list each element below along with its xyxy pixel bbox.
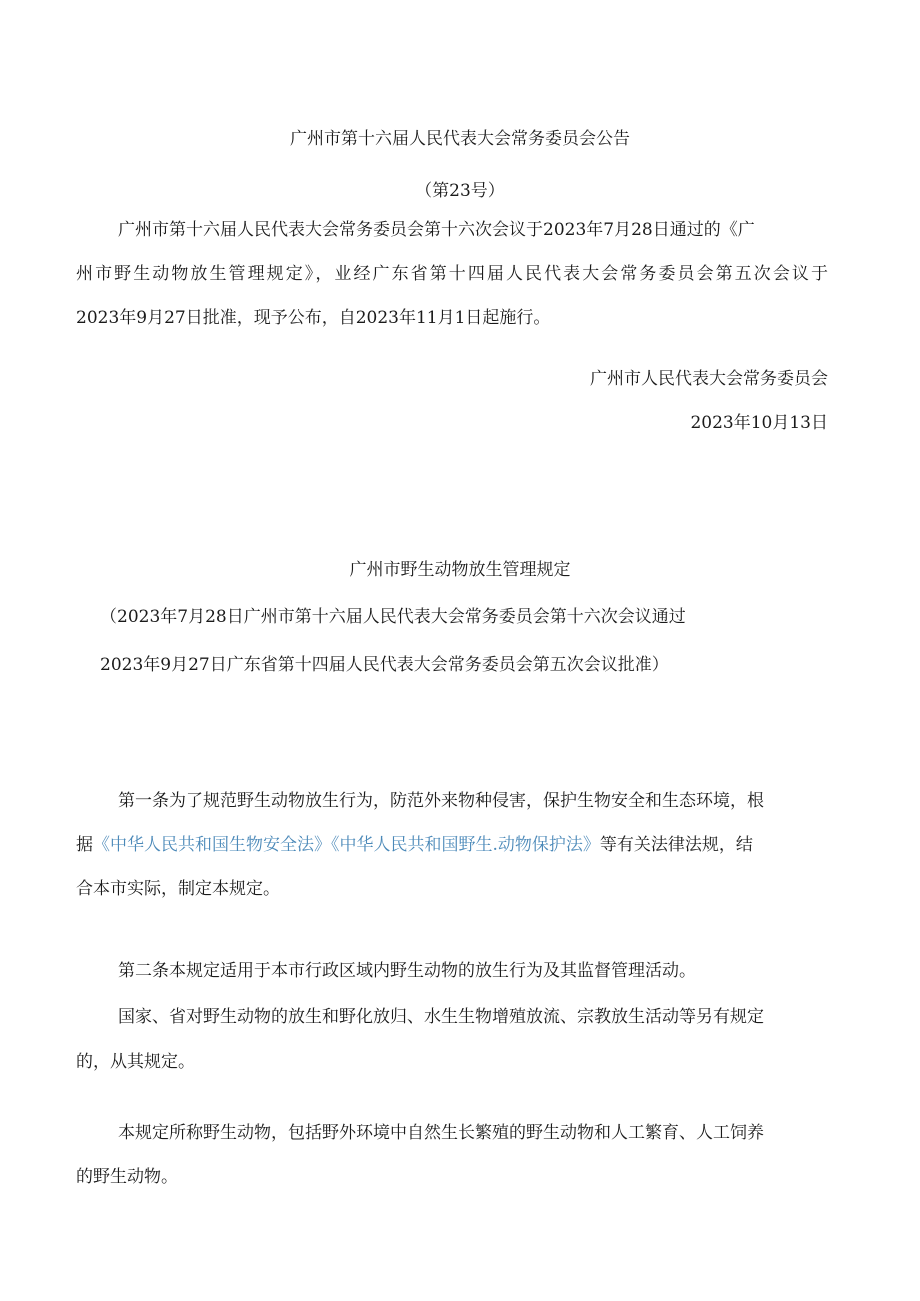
biosafety-law-link[interactable]: 《中华人民共和国生物安全法》 <box>93 835 331 855</box>
regulation-note-line-1: （2023年7月28日广州市第十六届人民代表大会常务委员会第十六次会议通过 <box>100 607 686 627</box>
announcement-signature: 广州市人民代表大会常务委员会 <box>590 369 828 389</box>
announcement-number: （第23号） <box>415 181 505 201</box>
article-1-line-2-prefix: 据 <box>76 835 93 855</box>
regulation-note-line-2: 2023年9月27日广东省第十四届人民代表大会常务委员会第五次会议批准） <box>100 655 669 675</box>
announcement-date: 2023年10月13日 <box>690 413 828 433</box>
announcement-body-line-1: 广州市第十六届人民代表大会常务委员会第十六次会议于2023年7月28日通过的《广 <box>118 220 755 240</box>
article-1-line-2-suffix: 等有关法律法规，结 <box>599 835 753 855</box>
announcement-body-line-3: 2023年9月27日批准，现予公布，自2023年11月1日起施行。 <box>76 308 551 328</box>
article-1-line-1: 第一条为了规范野生动物放生行为，防范外来物种侵害，保护生物安全和生态环境，根 <box>118 791 764 811</box>
article-2-paragraph-2-line-1: 国家、省对野生动物的放生和野化放归、水生生物增殖放流、宗教放生活动等另有规定 <box>118 1007 764 1027</box>
wildlife-protection-law-link[interactable]: 《中华人民共和国野生.动物保护法》 <box>331 835 600 855</box>
article-2-paragraph-3-line-2: 的野生动物。 <box>76 1167 178 1187</box>
article-2-line-1: 第二条本规定适用于本市行政区域内野生动物的放生行为及其监督管理活动。 <box>118 961 696 981</box>
article-1-line-2 <box>76 834 753 856</box>
announcement-title: 广州市第十六届人民代表大会常务委员会公告 <box>290 129 630 149</box>
announcement-body-line-2: 州市野生动物放生管理规定》，业经广东省第十四届人民代表大会常务委员会第五次会议于 <box>76 264 828 284</box>
article-2-paragraph-2-line-2: 的，从其规定。 <box>76 1052 195 1072</box>
regulation-title: 广州市野生动物放生管理规定 <box>349 560 571 580</box>
article-2-paragraph-3-line-1: 本规定所称野生动物，包括野外环境中自然生长繁殖的野生动物和人工繁育、人工饲养 <box>118 1123 764 1143</box>
article-1-line-3: 合本市实际，制定本规定。 <box>76 879 280 899</box>
